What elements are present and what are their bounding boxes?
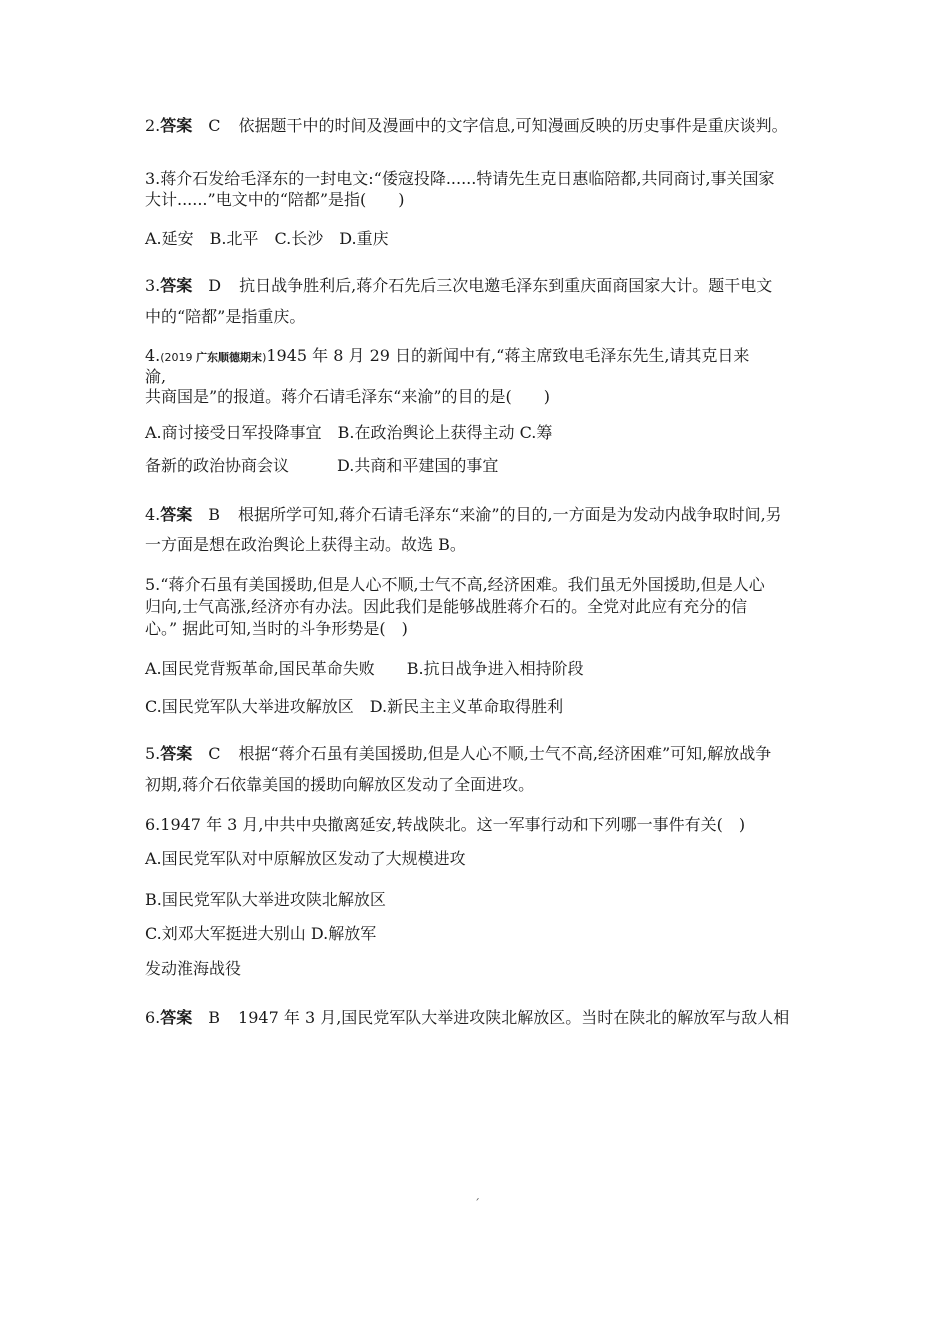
answer-letter: D [208,276,222,295]
answer-letter: C [208,116,221,135]
q5-options-line2: C.国民党军队大举进攻解放区 D.新民主主义革命取得胜利 [145,697,564,716]
q4-stem-line1: 4.(2019 广东顺德期末)1945 年 8 月 29 日的新闻中有,“蒋主席致电毛泽东先生,请其克日来 [145,346,750,365]
answer-letter: B [208,1008,221,1027]
q5-stem-line3: 心。” 据此可知,当时的斗争形势是( ) [145,619,408,638]
q6-option-cd-cont: 发动淮海战役 [145,959,242,978]
answer-label: 答案 [160,1008,193,1027]
q6-stem-line1: 6.1947 年 3 月,中共中央撤离延安,转战陕北。这一军事行动和下列哪一事件有关( ) [145,815,746,834]
q3-answer: 3.答案 D 抗日战争胜利后,蒋介石先后三次电邀毛泽东到重庆面商国家大计。题干电文 [145,276,773,295]
q3-stem-line1: 3.蒋介石发给毛泽东的一封电文:“倭寇投降......特请先生克日惠临陪都,共同商讨,事关国家 [145,169,775,188]
q5-answer-line2: 初期,蒋介石依靠美国的援助向解放区发动了全面进攻。 [145,775,535,794]
q2-answer: 2.答案 C 依据题干中的时间及漫画中的文字信息,可知漫画反映的历史事件是重庆谈判。 [145,116,788,135]
answer-label: 答案 [160,276,193,295]
q4-options-line1: A.商讨接受日军投降事宜 B.在政治舆论上获得主动 C.筹 [145,423,553,442]
q6-answer: 6.答案 B 1947 年 3 月,国民党军队大举进攻陕北解放区。当时在陕北的解放军与敌人相 [145,1008,790,1027]
answer-label: 答案 [160,116,193,135]
footer-mark: ˊ [474,1197,480,1211]
answer-letter: B [208,505,221,524]
answer-label: 答案 [160,505,193,524]
q4-answer-line2: 一方面是想在政治舆论上获得主动。故选 B。 [145,535,466,554]
q5-stem-line2: 归向,士气高涨,经济亦有办法。因此我们是能够战胜蒋介石的。全党对此应有充分的信 [145,597,748,616]
q6-option-b: B.国民党军队大举进攻陕北解放区 [145,890,386,909]
q4-stem-line2: 渝, [145,367,167,386]
q6-option-a: A.国民党军队对中原解放区发动了大规模进攻 [145,849,466,868]
answer-label: 答案 [160,744,193,763]
q6-option-cd: C.刘邓大军挺进大别山 D.解放军 [145,924,377,943]
q5-answer: 5.答案 C 根据“蒋介石虽有美国援助,但是人心不顺,士气不高,经济困难”可知,解放战争 [145,744,772,763]
q3-options: A.延安 B.北平 C.长沙 D.重庆 [145,229,389,248]
q4-answer: 4.答案 B 根据所学可知,蒋介石请毛泽东“来渝”的目的,一方面是为发动内战争取时间,另 [145,505,782,524]
q5-options-line1: A.国民党背叛革命,国民革命失败 B.抗日战争进入相持阶段 [145,659,584,678]
answer-explanation: 依据题干中的时间及漫画中的文字信息,可知漫画反映的历史事件是重庆谈判。 [238,116,788,135]
answer-explanation: 1947 年 3 月,国民党军队大举进攻陕北解放区。当时在陕北的解放军与敌人相 [238,1008,790,1027]
q3-stem-line2: 大计......”电文中的“陪都”是指( ) [145,190,405,209]
q4-options-line2: 备新的政治协商会议 D.共商和平建国的事宜 [145,456,499,475]
question-source: (2019 广东顺德期末) [160,351,267,364]
answer-explanation: 抗日战争胜利后,蒋介石先后三次电邀毛泽东到重庆面商国家大计。题干电文 [239,276,773,295]
answer-explanation: 根据所学可知,蒋介石请毛泽东“来渝”的目的,一方面是为发动内战争取时间,另 [238,505,782,524]
q5-stem-line1: 5.“蒋介石虽有美国援助,但是人心不顺,士气不高,经济困难。我们虽无外国援助,但是人心 [145,575,765,594]
q3-answer-line2: 中的“陪都”是指重庆。 [145,307,306,326]
answer-letter: C [208,744,221,763]
answer-explanation: 根据“蒋介石虽有美国援助,但是人心不顺,士气不高,经济困难”可知,解放战争 [238,744,772,763]
q4-stem-line3: 共商国是”的报道。蒋介石请毛泽东“来渝”的目的是( ) [145,387,551,406]
